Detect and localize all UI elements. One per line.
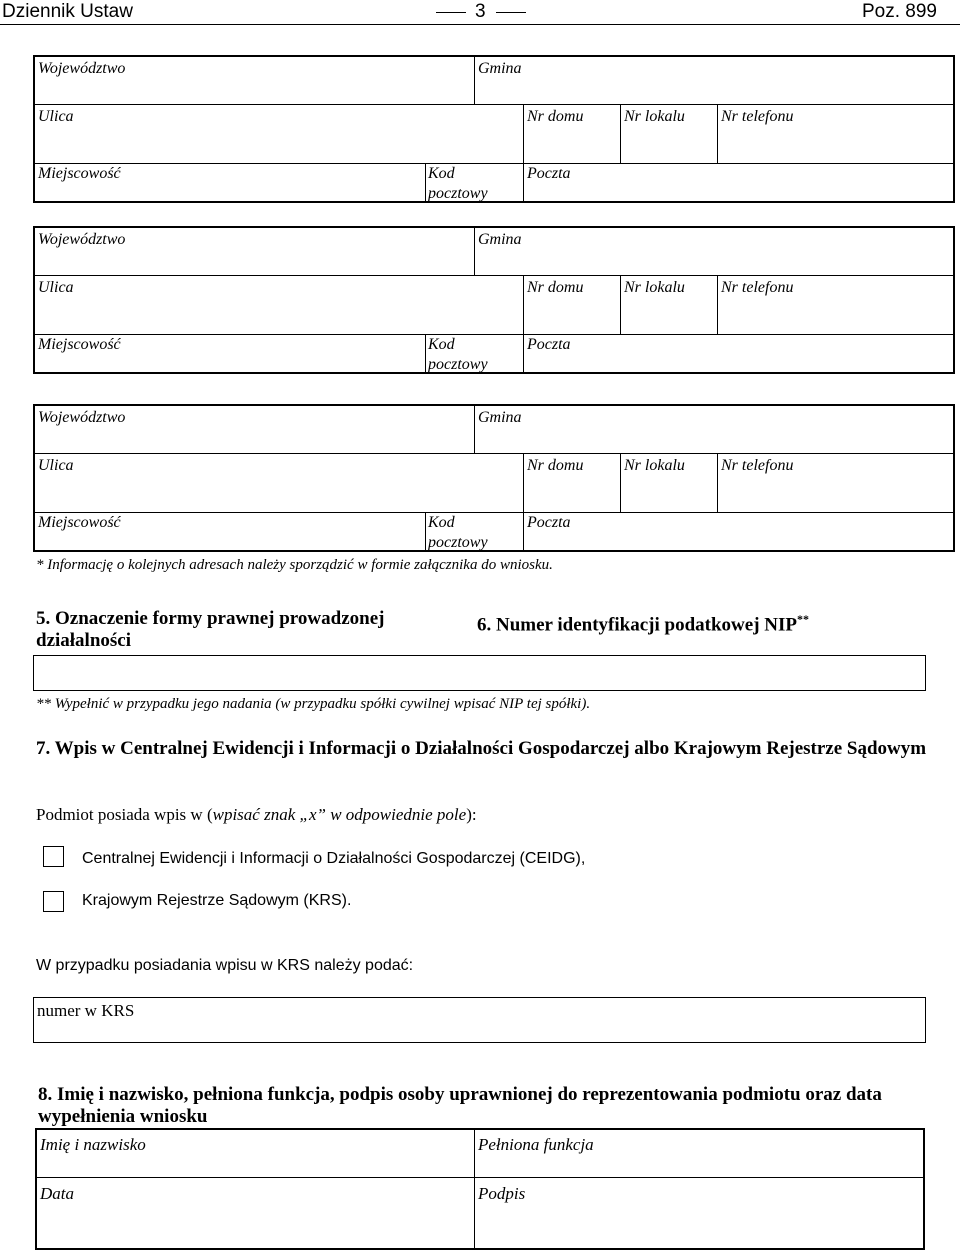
address-row-2 xyxy=(35,454,953,513)
section-6-title-text: 6. Numer identyfikacji podatkowej NIP xyxy=(477,614,798,636)
cell-nr-telefonu[interactable] xyxy=(717,105,953,163)
address-row-1 xyxy=(35,57,953,105)
cell-nr-domu[interactable] xyxy=(523,105,620,163)
label-poczta: Poczta xyxy=(527,336,571,353)
label-wojewodztwo: Województwo xyxy=(38,409,126,426)
position-number: Poz. 899 xyxy=(862,1,937,22)
label-wojewodztwo: Województwo xyxy=(38,60,126,77)
krs-prompt: W przypadku posiadania wpisu w KRS należy podać: xyxy=(36,957,414,974)
label-nr-telefonu: Nr telefonu xyxy=(721,279,794,296)
address-row-2 xyxy=(35,105,953,164)
label-nr-lokalu: Nr lokalu xyxy=(624,457,685,474)
cell-nr-lokalu[interactable] xyxy=(620,276,717,334)
address-block-2 xyxy=(33,226,955,374)
address-row-2 xyxy=(35,276,953,335)
section-7-prompt-start: Podmiot posiada wpis w ( xyxy=(36,805,213,824)
label-data: Data xyxy=(40,1184,74,1203)
section-7-prompt-italic: wpisać znak „x” w odpowiednie pole xyxy=(212,805,467,824)
signature-col-divider xyxy=(474,1130,475,1248)
cell-nr-domu[interactable] xyxy=(523,276,620,334)
ceidg-option-label: Centralnej Ewidencji i Informacji o Działalności Gospodarczej (CEIDG), xyxy=(82,850,586,867)
label-nr-telefonu: Nr telefonu xyxy=(721,108,794,125)
label-nr-domu: Nr domu xyxy=(527,279,584,296)
label-ulica: Ulica xyxy=(38,279,74,296)
krs-checkbox[interactable] xyxy=(43,891,64,912)
label-gmina: Gmina xyxy=(478,60,522,77)
cell-nr-telefonu[interactable] xyxy=(717,454,953,512)
cell-gmina[interactable] xyxy=(474,228,953,275)
address-row-3 xyxy=(35,164,953,201)
cell-nr-telefonu[interactable] xyxy=(717,276,953,334)
label-ulica: Ulica xyxy=(38,457,74,474)
label-pelniona-funkcja: Pełniona funkcja xyxy=(478,1135,594,1154)
ceidg-checkbox[interactable] xyxy=(43,846,64,867)
section-5-title: 5. Oznaczenie formy prawnej prowadzonej działalności xyxy=(36,608,385,651)
label-poczta: Poczta xyxy=(527,165,571,182)
cell-kod-pocztowy[interactable] xyxy=(425,335,523,372)
section-7-prompt xyxy=(36,805,477,825)
page-number: 3 xyxy=(475,1,486,22)
page-header xyxy=(0,0,960,26)
label-nr-lokalu: Nr lokalu xyxy=(624,108,685,125)
section-8-title: 8. Imię i nazwisko, pełniona funkcja, podpis osoby uprawnionej do reprezentowania podmiotu oraz data wypełnienia wniosku xyxy=(38,1084,882,1127)
label-nr-telefonu: Nr telefonu xyxy=(721,457,794,474)
section-6-marker: ** xyxy=(797,612,810,626)
nip-input-field[interactable] xyxy=(33,655,926,691)
address-row-1 xyxy=(35,406,953,454)
krs-number-field[interactable] xyxy=(33,997,926,1043)
address-row-1 xyxy=(35,228,953,276)
label-nr-domu: Nr domu xyxy=(527,457,584,474)
cell-nr-domu[interactable] xyxy=(523,454,620,512)
label-nr-lokalu: Nr lokalu xyxy=(624,279,685,296)
section-7-prompt-end: ): xyxy=(466,805,477,824)
dash-left xyxy=(436,12,466,13)
dash-right xyxy=(496,12,526,13)
label-nr-domu: Nr domu xyxy=(527,108,584,125)
section-6-footnote: ** Wypełnić w przypadku jego nadania (w przypadku spółki cywilnej wpisać NIP tej spółki). xyxy=(36,696,591,712)
cell-nr-lokalu[interactable] xyxy=(620,454,717,512)
header-rule xyxy=(0,24,960,25)
cell-gmina[interactable] xyxy=(474,406,953,453)
krs-number-label: numer w KRS xyxy=(37,1001,135,1020)
label-kod-pocztowy: Kod pocztowy xyxy=(428,336,488,373)
cell-kod-pocztowy[interactable] xyxy=(425,513,523,550)
journal-title: Dziennik Ustaw xyxy=(2,1,133,22)
cell-poczta[interactable] xyxy=(523,513,953,550)
label-poczta: Poczta xyxy=(527,514,571,531)
cell-poczta[interactable] xyxy=(523,164,953,201)
cell-kod-pocztowy[interactable] xyxy=(425,164,523,201)
signature-table xyxy=(35,1128,925,1250)
cell-poczta[interactable] xyxy=(523,335,953,372)
section-7-title: 7. Wpis w Centralnej Ewidencji i Informacji o Działalności Gospodarczej albo Krajowym Rejestrze Sądowym xyxy=(36,738,927,759)
cell-gmina[interactable] xyxy=(474,57,953,104)
label-kod-pocztowy: Kod pocztowy xyxy=(428,514,488,551)
section-6-title xyxy=(477,608,937,636)
address-footnote: * Informację o kolejnych adresach należy sporządzić w formie załącznika do wniosku. xyxy=(36,557,553,573)
label-miejscowosc: Miejscowość xyxy=(38,336,121,353)
label-ulica: Ulica xyxy=(38,108,74,125)
label-miejscowosc: Miejscowość xyxy=(38,514,121,531)
address-block-3 xyxy=(33,404,955,552)
signature-row-divider xyxy=(37,1177,923,1178)
label-gmina: Gmina xyxy=(478,231,522,248)
address-row-3 xyxy=(35,513,953,550)
label-kod-pocztowy: Kod pocztowy xyxy=(428,165,488,202)
label-miejscowosc: Miejscowość xyxy=(38,165,121,182)
label-wojewodztwo: Województwo xyxy=(38,231,126,248)
address-row-3 xyxy=(35,335,953,372)
label-gmina: Gmina xyxy=(478,409,522,426)
label-imie-nazwisko: Imię i nazwisko xyxy=(40,1135,146,1154)
krs-option-label: Krajowym Rejestrze Sądowym (KRS). xyxy=(82,892,352,909)
address-block-1 xyxy=(33,55,955,203)
label-podpis: Podpis xyxy=(478,1184,526,1203)
cell-nr-lokalu[interactable] xyxy=(620,105,717,163)
